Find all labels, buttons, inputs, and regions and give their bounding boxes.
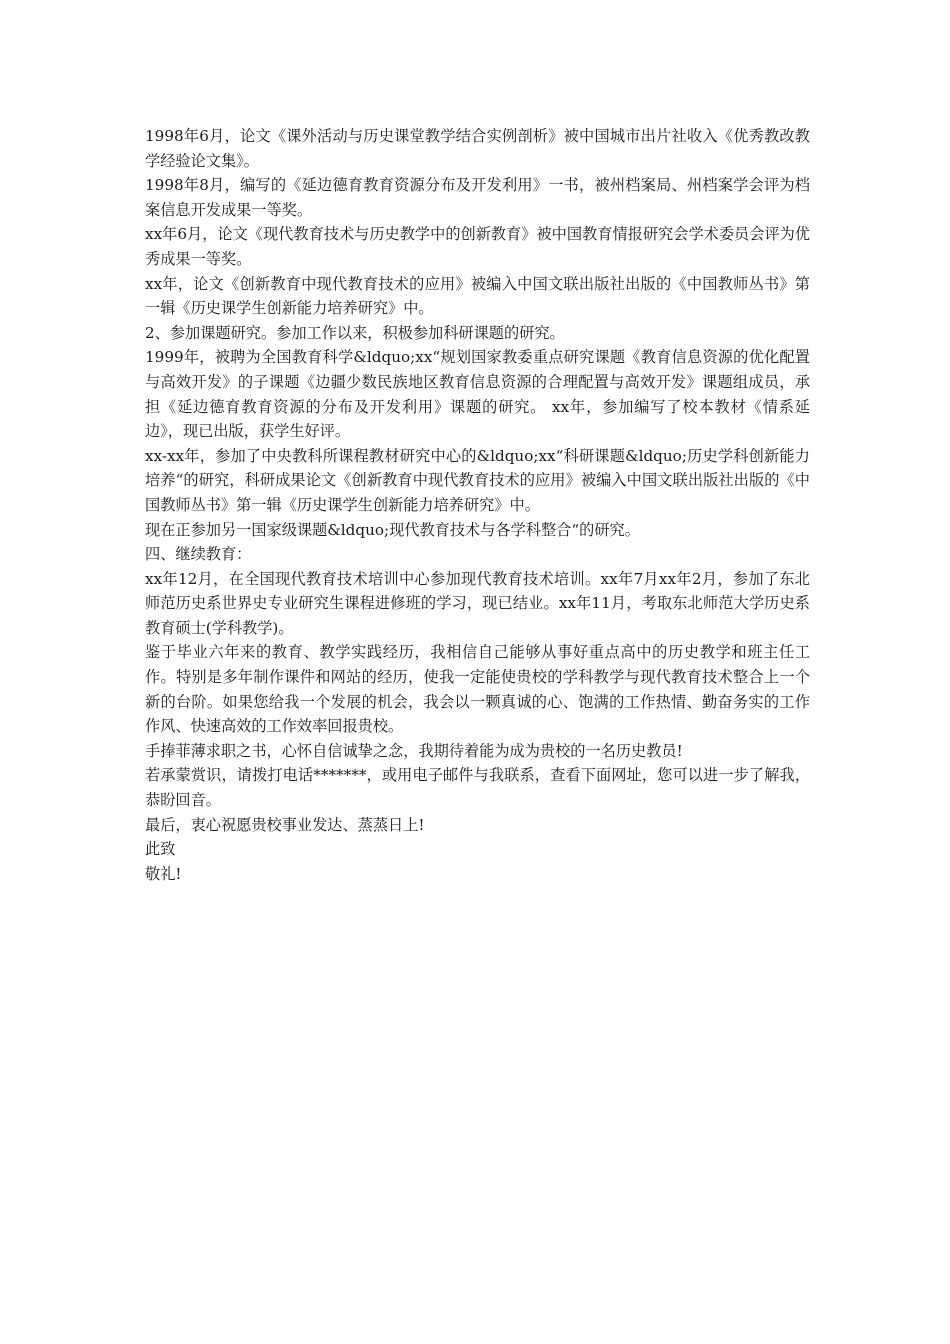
paragraph-1998-august-book: 1998年8月，编写的《延边德育教育资源分布及开发利用》一书，被州档案局、州档案学会评为档案信息开发成果一等奖。 (145, 176, 810, 219)
paragraph-xx-research-project: xx-xx年，参加了中央教科所课程教材研究中心的&ldquo;xx“科研课题&ldquo;历史学科创新能力培养“的研究，科研成果论文《创新教育中现代教育技术的应用》被编入中国文联出版社出版的《中国教师丛书》第一辑《历史课学生创新能力培养研究》中。 (145, 446, 810, 514)
paragraph-research-heading: 2、参加课题研究。参加工作以来，积极参加科研课题的研究。 (145, 323, 565, 342)
document-body (145, 124, 810, 886)
paragraph-self-assessment: 鉴于毕业六年来的教育、教学实践经历，我相信自己能够从事好重点高中的历史教学和班主任工作。特别是多年制作课件和网站的经历，使我一定能使贵校的学科教学与现代教育技术整合上一个新的台阶。如果您给我一个发展的机会，我会以一颗真诚的心、饱满的工作热情、勤奋务实的工作作风、快速高效的工作效率回报贵校。 (145, 643, 810, 736)
paragraph-xx-paper-compiled: xx年，论文《创新教育中现代教育技术的应用》被编入中国文联出版社出版的《中国教师丛书》第一辑《历史课学生创新能力培养研究》中。 (145, 274, 810, 318)
paragraph-1998-june-paper: 1998年6月，论文《课外活动与历史课堂教学结合实例剖析》被中国城市出片社收入《优秀教改教学经验论文集》。 (145, 127, 810, 170)
salutation-jingli: 敬礼! (145, 864, 182, 883)
paragraph-current-project: 现在正参加另一国家级课题&ldquo;现代教育技术与各学科整合“的研究。 (145, 520, 640, 539)
paragraph-xx-june-paper: xx年6月，论文《现代教育技术与历史教学中的创新教育》被中国教育情报研究会学术委员会评为优秀成果一等奖。 (145, 225, 810, 268)
section-heading-continuing-education: 四、继续教育： (145, 545, 252, 564)
paragraph-1999-research: 1999年，被聘为全国教育科学&ldquo;xx“规划国家教委重点研究课题《教育信息资源的优化配置与高效开发》的子课题《边疆少数民族地区教育信息资源的合理配置与高效开发》课题组成员，承担《延边德育教育资源的分布及开发利用》课题的研究。 xx年，参加编写了校本教材《情系延边》，现已出版，获学生好评。 (145, 348, 810, 441)
salutation-cizhi: 此致 (145, 840, 176, 859)
paragraph-closing-wish: 最后，衷心祝愿贵校事业发达、蒸蒸日上! (145, 815, 425, 834)
paragraph-training: xx年12月，在全国现代教育技术培训中心参加现代教育技术培训。xx年7月xx年2月，参加了东北师范历史系世界史专业研究生课程进修班的学习，现已结业。xx年11月，考取东北师范大学历史系教育硕士(学科教学)。 (145, 569, 810, 637)
paragraph-contact: 若承蒙赏识，请拨打电话*******，或用电子邮件与我联系，查看下面网址，您可以进一步了解我，恭盼回音。 (145, 766, 810, 810)
paragraph-expectation: 手捧菲薄求职之书，心怀自信诚挚之念，我期待着能为成为贵校的一名历史教员! (145, 741, 683, 760)
